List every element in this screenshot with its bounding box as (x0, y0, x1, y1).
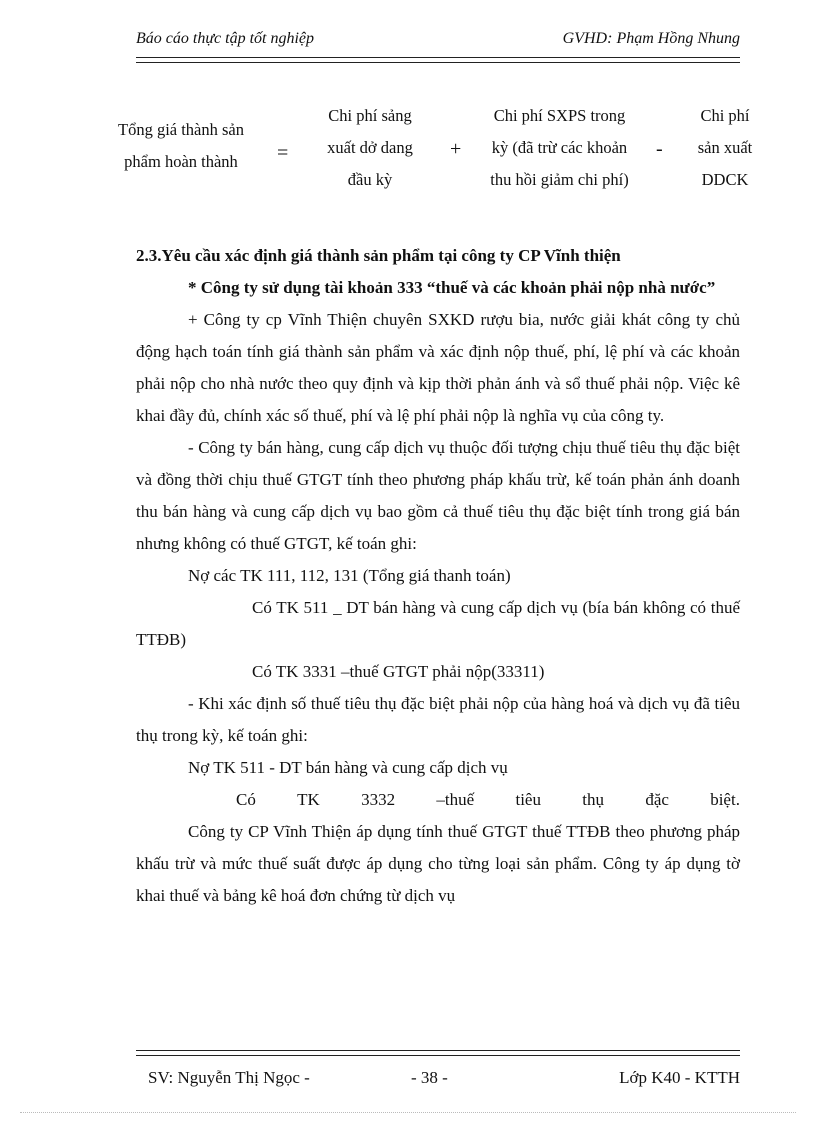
paragraph-3: - Khi xác định số thuế tiêu thụ đặc biệt phải nộp của hàng hoá và dịch vụ đã tiêu thụ trong kỳ, kế toán ghi: (136, 694, 740, 745)
body-text (136, 240, 740, 912)
journal-entry-2-credit: Có TK 3332 –thuế tiêu thụ đặc biệt. (236, 790, 740, 809)
paragraph-2: - Công ty bán hàng, cung cấp dịch vụ thuộc đối tượng chịu thuế tiêu thụ đặc biệt và đồng thời chịu thuế GTGT tính theo phương pháp khấu trừ, kế toán phản ánh doanh thu bán hàng và cung cấp dịch vụ bao gồm cả thuế tiêu thụ đặc biệt tính trong giá bán nhưng không có thuế GTGT, kế toán ghi: (136, 438, 740, 553)
section-heading: 2.3.Yêu cầu xác định giá thành sản phẩm tại công ty CP Vĩnh thiện (136, 246, 621, 265)
footer-double-rule (136, 1050, 740, 1056)
formula-term-opening-wip: Chi phí sảng xuất dở dang đầu kỳ (327, 106, 413, 189)
header-double-rule (136, 57, 740, 63)
journal-entry-1-debit: Nợ các TK 111, 112, 131 (Tổng giá thanh toán) (188, 566, 511, 585)
footer-student: SV: Nguyễn Thị Ngọc - (148, 1068, 310, 1087)
paragraph-4: Công ty CP Vĩnh Thiện áp dụng tính thuế GTGT thuế TTĐB theo phương pháp khấu trừ và mức thuế suất được áp dụng cho từng loại sản phẩm. Công ty áp dụng tờ khai thuế và bảng kê hoá đơn chứng từ dịch vụ (136, 822, 740, 905)
journal-entry-1-credit-vat: Có TK 3331 –thuế GTGT phải nộp(33311) (252, 662, 545, 681)
formula-term-closing-wip: Chi phí sản xuất DDCK (697, 106, 753, 189)
formula-term-period-cost: Chi phí SXPS trong kỳ (đã trừ các khoản thu hồi giảm chi phí) (490, 106, 629, 189)
journal-entry-2-debit: Nợ TK 511 - DT bán hàng và cung cấp dịch vụ (188, 758, 508, 777)
paragraph-1: + Công ty cp Vĩnh Thiện chuyên SXKD rượu bia, nước giải khát công ty chủ động hạch toán tính giá thành sản phẩm và xác định nộp thuế, phí, lệ phí và các khoản phải nộp cho nhà nước theo quy định và kịp thời phản ánh và sổ thuế phải nộp. Việc kê khai đầy đủ, chính xác số thuế, phí và lệ phí phải nộp là nghĩa vụ của công ty. (136, 310, 740, 425)
page-edge-dotted-line (20, 1112, 796, 1113)
page-number: - 38 - (411, 1068, 448, 1087)
formula-lhs: Tổng giá thành sản phẩm hoàn thành (117, 120, 244, 171)
journal-entry-1-credit-revenue: Có TK 511 _ DT bán hàng và cung cấp dịch vụ (bía bán không có thuế TTĐB) (136, 598, 740, 649)
formula-plus: + (450, 138, 462, 160)
section-subheading: * Công ty sử dụng tài khoản 333 “thuế và các khoản phải nộp nhà nước” (188, 278, 716, 297)
header-supervisor: GVHD: Phạm Hồng Nhung (562, 30, 740, 47)
cost-formula (100, 100, 770, 200)
footer-class: Lớp K40 - KTTH (619, 1068, 740, 1087)
formula-minus: - (656, 138, 663, 160)
page-header (136, 30, 740, 54)
header-report-title: Báo cáo thực tập tốt nghiệp (136, 30, 315, 47)
formula-equals: = (277, 142, 289, 164)
